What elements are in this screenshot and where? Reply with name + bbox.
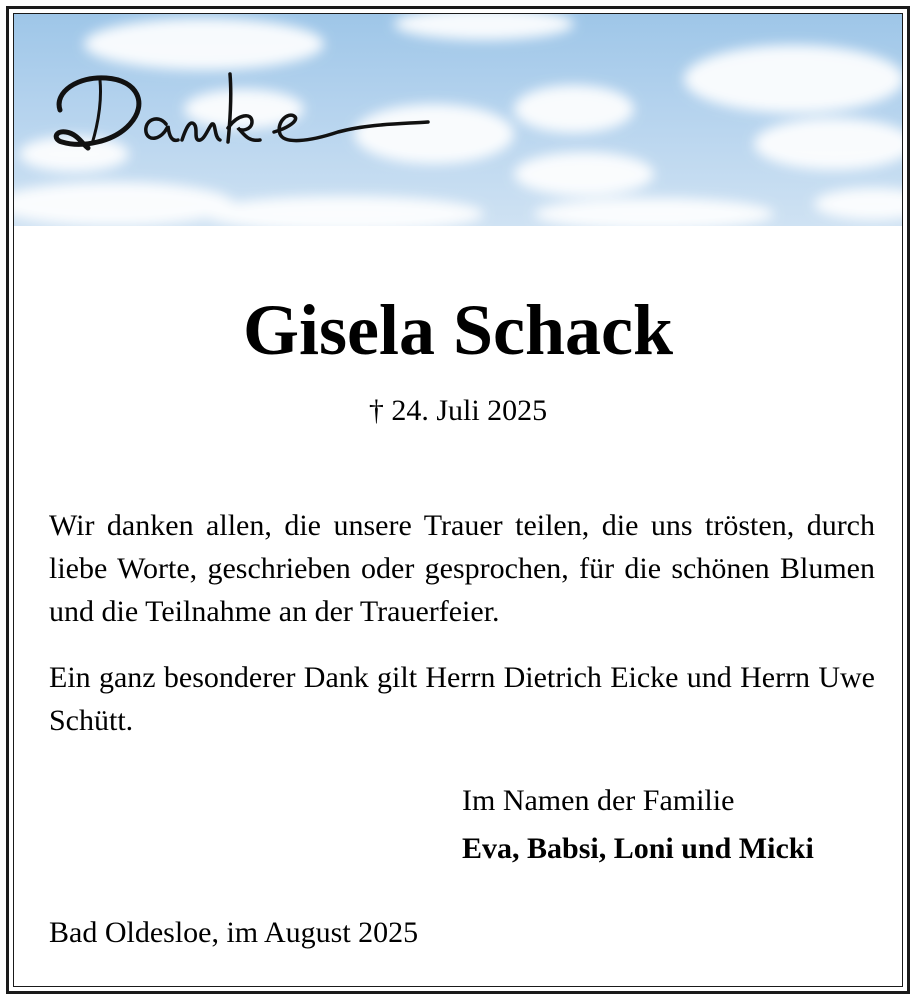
deceased-name: Gisela Schack [242, 290, 674, 370]
special-thanks-paragraph: Ein ganz besonderer Dank gilt Herrn Dietrich Eicke und Herrn Uwe Schütt. [49, 661, 875, 737]
thanks-paragraph: Wir danken allen, die unsere Trauer teilen, die uns trösten, durch liebe Worte, geschrieben oder gesprochen, für die schönen Blumen und die Teilnahme an der Trauerfeier. [49, 509, 875, 628]
danke-script-heading [48, 62, 468, 172]
sky-banner [14, 14, 902, 226]
signature-intro: Im Namen der Familie [462, 784, 735, 817]
signature-names: Eva, Babsi, Loni und Micki [462, 832, 814, 865]
death-date: † 24. Juli 2025 [368, 394, 548, 427]
place-and-date: Bad Oldesloe, im August 2025 [49, 916, 419, 949]
notice-inner-border [13, 13, 903, 987]
notice-frame [6, 6, 910, 994]
